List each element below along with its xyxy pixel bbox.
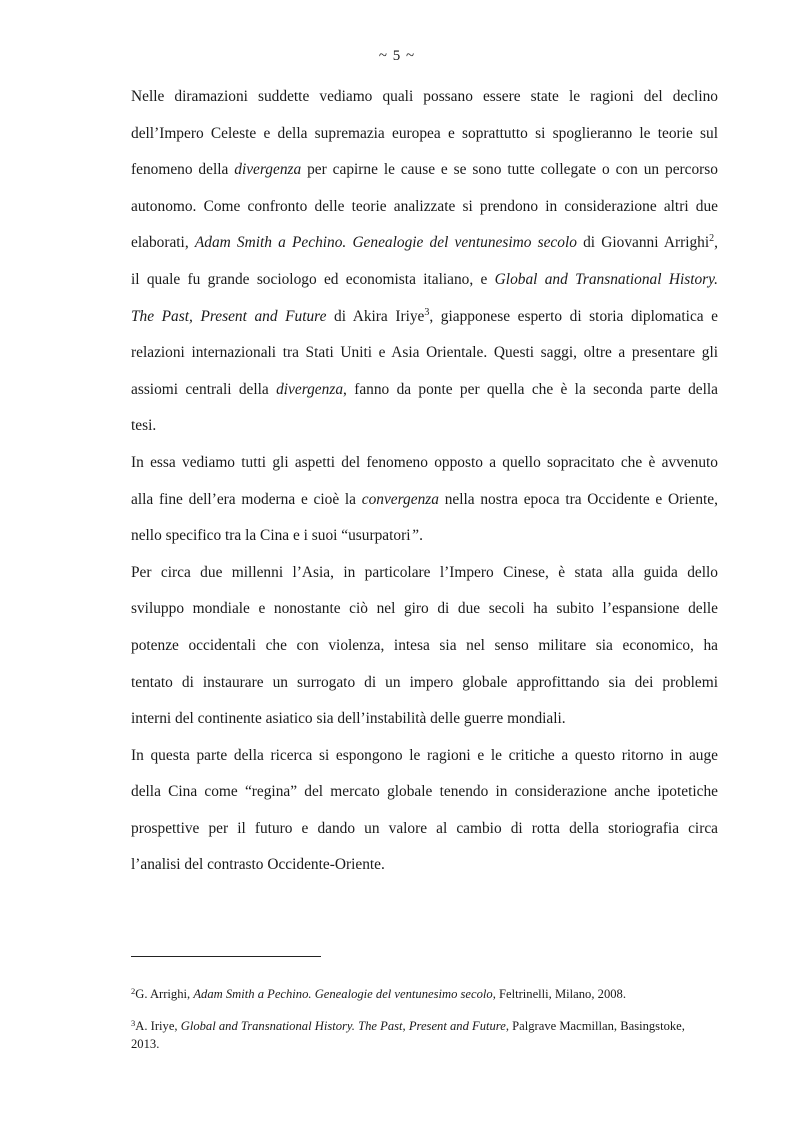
text-line: interni del continente asiatico sia dell’instabilità delle guerre mondiali. xyxy=(131,710,566,728)
book-title: The Past, Present and Future xyxy=(131,307,327,325)
text-line: Nelle diramazioni suddette vediamo quali possano essere state le ragioni del declino xyxy=(131,88,718,105)
book-title: Adam Smith a Pechino. Genealogie del ventunesimo secolo xyxy=(194,234,577,252)
text-line: dell’Impero Celeste e della supremazia europea e soprattutto si spoglieranno le teorie sul xyxy=(131,124,718,142)
text-line: il quale fu grande sociologo ed economista italiano, e Global and Transnational History. xyxy=(131,270,718,288)
text-line: autonomo. Come confronto delle teorie analizzate si prendono in considerazione altri due xyxy=(131,197,718,215)
text-line: alla fine dell’era moderna e cioè la convergenza nella nostra epoca tra Occidente e Oriente, xyxy=(131,490,718,508)
text-line: nello specifico tra la Cina e i suoi “usurpatori”. xyxy=(131,527,423,545)
text-line: The Past, Present and Future di Akira Iriye$^3$, giapponese esperto di storia diplomatica e xyxy=(131,306,719,325)
italic-term: convergenza xyxy=(361,490,439,508)
footnote-2: $^2$G. Arrighi, Adam Smith a Pechino. Genealogie del ventunesimo secolo, Feltrinelli, Milano, 2008. xyxy=(131,986,626,1001)
footnote-marker: 3 xyxy=(131,1018,136,1028)
text-line: Per circa due millenni l’Asia, in particolare l’Impero Cinese, è stata alla guida dello xyxy=(131,563,718,581)
book-title: Global and Transnational History. xyxy=(494,270,718,288)
page-number: ~ 5 ~ xyxy=(378,48,416,64)
footnote-marker: 2 xyxy=(131,986,136,996)
text-line: potenze occidentali che con violenza, intesa sia nel senso militare sia economico, ha xyxy=(131,636,718,654)
text-line: l’analisi del contrasto Occidente-Oriente. xyxy=(131,856,385,874)
text-line: relazioni internazionali tra Stati Uniti e Asia Orientale. Questi saggi, oltre a presentare gli xyxy=(131,344,718,362)
text-line: della Cina come “regina” del mercato globale tenendo in considerazione anche ipotetiche xyxy=(131,783,718,801)
body-text xyxy=(131,79,718,884)
footnote-3: $^3$A. Iriye, Global and Transnational History. The Past, Present and Future, Palgrave Macmillan, Basingstoke, 2013. xyxy=(131,1018,685,1051)
text-line: In questa parte della ricerca si espongono le ragioni e le critiche a questo ritorno in auge xyxy=(131,746,718,764)
book-title: Global and Transnational History. The Past, Present and Future xyxy=(180,1019,506,1033)
footnote-separator xyxy=(131,956,321,957)
text-line: tentato di instaurare un surrogato di un impero globale approfittando sia dei problemi xyxy=(131,673,718,691)
footnote-ref[interactable]: 3 xyxy=(424,306,430,318)
text-line: assiomi centrali della divergenza, fanno da ponte per quella che è la seconda parte della xyxy=(131,380,718,398)
italic-term: divergenza xyxy=(276,380,344,398)
book-title: Adam Smith a Pechino. Genealogie del ventunesimo secolo xyxy=(193,987,493,1001)
footnote-ref[interactable]: 2 xyxy=(709,233,715,245)
text-line: elaborati, Adam Smith a Pechino. Genealogie del ventunesimo secolo di Giovanni Arrighi$^2$, xyxy=(131,233,718,252)
text-line: tesi. xyxy=(131,417,157,435)
italic-term: divergenza xyxy=(234,161,302,179)
text-line: prospettive per il futuro e dando un valore al cambio di rotta della storiografia circa xyxy=(131,819,718,837)
text-line: sviluppo mondiale e nonostante ciò nel giro di due secoli ha subito l’espansione delle xyxy=(131,600,718,618)
text-line: In essa vediamo tutti gli aspetti del fenomeno opposto a quello sopracitato che è avvenuto xyxy=(131,453,718,471)
text-line: fenomeno della divergenza per capirne le cause e se sono tutte collegate o con un percorso xyxy=(131,161,718,179)
